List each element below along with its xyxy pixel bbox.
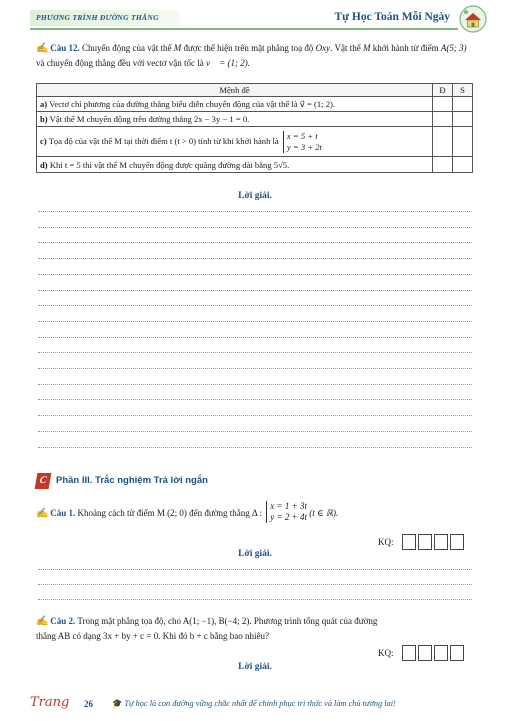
statement-letter: c)	[40, 135, 47, 146]
true-checkbox[interactable]	[433, 157, 453, 173]
section-badge: C	[35, 473, 52, 489]
footer-page-word: Trang	[30, 695, 70, 710]
header-brand: Tự Học Toán Mỗi Ngày	[334, 11, 450, 23]
true-false-table	[36, 83, 473, 173]
answer-digit-box[interactable]	[450, 534, 464, 550]
statement-text: Khi t = 5 thì vật thể M chuyển động được quãng đường dài bằng 5√5.	[49, 159, 290, 170]
dotted-line	[38, 431, 472, 432]
equation-system	[283, 131, 322, 153]
math-var: M	[173, 43, 182, 53]
math-vector: v⃗ = (1; 2).	[205, 58, 251, 68]
dotted-line	[38, 242, 472, 243]
table-row	[37, 97, 473, 112]
pencil-icon: ✍	[36, 508, 49, 520]
math-var: Oxy	[315, 43, 331, 53]
table-header-statement: Mệnh đề	[37, 84, 433, 97]
dotted-line	[38, 368, 472, 369]
solution-heading: Lời giải.	[238, 549, 272, 559]
question-label: Câu 2.	[50, 616, 76, 626]
table-header-row	[37, 84, 473, 97]
question-text: Chuyển động của vật thể	[82, 43, 172, 53]
false-checkbox[interactable]	[453, 127, 473, 157]
statement-cell	[37, 97, 433, 112]
question-text: và chuyển động thẳng đều với vectơ vận tốc là	[36, 58, 204, 68]
pencil-icon: ✍	[36, 43, 49, 54]
answer-digit-box[interactable]	[418, 534, 432, 550]
page-header	[30, 6, 488, 28]
dotted-line	[38, 384, 472, 385]
true-checkbox[interactable]	[433, 112, 453, 127]
question-text: được thể hiện trên mặt phẳng toạ độ	[183, 43, 314, 53]
false-checkbox[interactable]	[453, 157, 473, 173]
question-2	[36, 614, 474, 643]
dotted-line	[38, 290, 472, 291]
equation-system	[266, 501, 307, 523]
true-checkbox[interactable]	[433, 127, 453, 157]
dotted-line	[38, 599, 472, 600]
header-topic: PHƯƠNG TRÌNH ĐƯỜNG THẲNG	[36, 13, 159, 22]
statement-text: Vectơ chỉ phương của đường thẳng biểu diễn chuyển động của vật thể là v⃗ = (1; 2).	[49, 98, 336, 109]
header-rule	[30, 28, 458, 30]
dotted-line	[38, 258, 472, 259]
dotted-line	[38, 352, 472, 353]
math-condition: (t ∈ ℝ).	[309, 508, 339, 519]
footer-quote-text: Tự học là con đường vững chắc nhất để chinh phục tri thức và làm chủ tương lai!	[124, 699, 396, 708]
question-text: khởi hành từ điểm	[372, 43, 439, 53]
dotted-line	[38, 569, 472, 570]
table-row	[37, 157, 473, 173]
false-checkbox[interactable]	[453, 97, 473, 112]
table-row	[37, 127, 473, 157]
dotted-line	[38, 211, 472, 212]
dotted-line	[38, 227, 472, 228]
question-text: thẳng AB có dạng 3x + by + c = 0. Khi đó b + c bằng bao nhiêu?	[36, 631, 270, 641]
dotted-line	[38, 415, 472, 416]
answer-label: KQ:	[378, 648, 394, 658]
footer-quote	[112, 699, 396, 709]
dotted-line	[38, 447, 472, 448]
answer-digit-box[interactable]	[434, 645, 448, 661]
question-text: Khoảng cách từ điểm M (2; 0) đến đường thẳng Δ :	[77, 508, 263, 519]
system-line: x = 5 + t	[286, 130, 318, 141]
false-checkbox[interactable]	[453, 112, 473, 127]
table-header-true: Đ	[433, 84, 453, 97]
question-1	[36, 501, 474, 523]
system-line: x = 1 + 3t	[270, 501, 307, 511]
statement-text: Vật thể M chuyển động trên đường thẳng 2x − 3y − 1 = 0.	[49, 114, 250, 124]
question-12	[36, 41, 474, 70]
page-footer	[30, 694, 480, 714]
system-line: y = 3 + 2t	[286, 141, 322, 152]
answer-box-q2	[378, 648, 394, 658]
question-text: . Vật thể	[330, 43, 361, 53]
statement-letter: d)	[40, 159, 48, 170]
dotted-line	[38, 321, 472, 322]
answer-box-q1	[378, 537, 394, 547]
section-title: Phần III. Trắc nghiệm Trả lời ngắn	[56, 475, 208, 486]
table-row	[37, 112, 473, 127]
question-label: Câu 1.	[50, 508, 76, 519]
dotted-line	[38, 337, 472, 338]
statement-cell	[37, 157, 433, 173]
solution-heading: Lời giải.	[238, 662, 272, 672]
true-checkbox[interactable]	[433, 97, 453, 112]
graduation-cap-icon: 🎓	[112, 699, 123, 708]
dotted-line	[38, 274, 472, 275]
math-var: M	[362, 43, 371, 53]
statement-letter: a)	[40, 98, 48, 109]
statement-letter: b)	[40, 114, 48, 124]
statement-cell	[37, 127, 433, 157]
solution-heading: Lời giải.	[238, 191, 272, 201]
system-line: y = 2 + 4t	[270, 512, 307, 522]
answer-digit-box[interactable]	[434, 534, 448, 550]
dotted-line	[38, 305, 472, 306]
answer-digit-box[interactable]	[402, 534, 416, 550]
answer-digit-box[interactable]	[418, 645, 432, 661]
footer-page-number: 26	[84, 699, 93, 709]
question-label: Câu 12.	[50, 43, 80, 53]
math-point: A(5; 3)	[440, 43, 467, 53]
dotted-line	[38, 399, 472, 400]
answer-label: KQ:	[378, 537, 394, 547]
statement-cell	[37, 112, 433, 127]
statement-text: Tọa độ của vật thể M tại thời điểm t (t > 0) tính từ khi khởi hành là	[48, 135, 279, 146]
answer-digit-box[interactable]	[450, 645, 464, 661]
question-text: Trong mặt phẳng tọa độ, cho A(1; −1), B(−4; 2). Phương trình tổng quát của đường	[77, 616, 378, 626]
house-logo-icon	[458, 4, 488, 34]
answer-digit-box[interactable]	[402, 645, 416, 661]
dotted-line	[38, 584, 472, 585]
pencil-icon: ✍	[36, 616, 49, 627]
table-header-false: S	[453, 84, 473, 97]
